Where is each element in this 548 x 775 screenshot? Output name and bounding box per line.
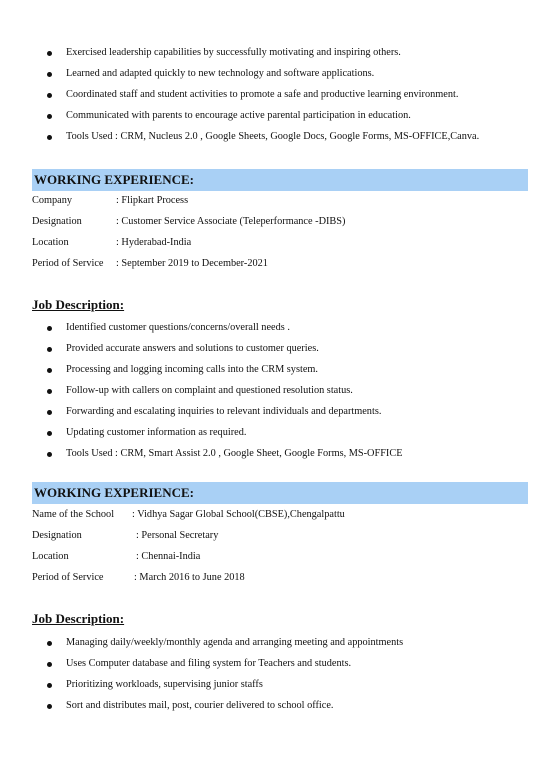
info-label: Location <box>32 551 69 562</box>
info-label: Period of Service <box>32 258 104 269</box>
list-item: Coordinated staff and student activities to promote a safe and productive learning environment. <box>0 84 548 105</box>
info-value: : Personal Secretary <box>136 530 219 541</box>
info-row-period <box>32 567 532 588</box>
bullet-icon <box>47 347 52 352</box>
bullet-icon <box>47 641 52 646</box>
info-row-designation <box>32 211 532 232</box>
info-row-company <box>32 190 532 211</box>
info-value: : Customer Service Associate (Teleperformance -DIBS) <box>116 216 346 227</box>
list-item: Uses Computer database and filing system for Teachers and students. <box>0 653 548 674</box>
bullet-icon <box>47 72 52 77</box>
job-description-list <box>0 317 548 464</box>
list-item: Sort and distributes mail, post, courier delivered to school office. <box>0 695 548 716</box>
bullet-icon <box>47 93 52 98</box>
bullet-icon <box>47 410 52 415</box>
list-item: Identified customer questions/concerns/overall needs . <box>0 317 548 338</box>
info-row-location <box>32 232 532 253</box>
info-value: : Hyderabad-India <box>116 237 192 248</box>
list-item: Forwarding and escalating inquiries to relevant individuals and departments. <box>0 401 548 422</box>
info-row-location <box>32 546 532 567</box>
list-item: Tools Used : CRM, Nucleus 2.0 , Google Sheets, Google Docs, Google Forms, MS-OFFICE,Canva. <box>0 126 548 147</box>
list-item: Learned and adapted quickly to new technology and software applications. <box>0 63 548 84</box>
job-info <box>32 504 532 588</box>
bullet-icon <box>47 704 52 709</box>
bullet-icon <box>47 326 52 331</box>
section-heading: WORKING EXPERIENCE: <box>34 485 194 500</box>
info-label: Designation <box>32 530 82 541</box>
info-label: Company <box>32 195 73 206</box>
info-value: : Chennai-India <box>136 551 201 562</box>
info-value: : March 2016 to June 2018 <box>134 572 245 583</box>
job-description-heading: Job Description: <box>32 297 125 312</box>
info-value: : September 2019 to December-2021 <box>116 258 268 269</box>
bullet-icon <box>47 51 52 56</box>
job-description-heading: Job Description: <box>32 611 125 626</box>
list-item: Follow-up with callers on complaint and questioned resolution status. <box>0 380 548 401</box>
list-item: Tools Used : CRM, Smart Assist 2.0 , Google Sheet, Google Forms, MS-OFFICE <box>0 443 548 464</box>
list-item: Managing daily/weekly/monthly agenda and arranging meeting and appointments <box>0 632 548 653</box>
bullet-icon <box>47 114 52 119</box>
info-label: Name of the School <box>32 509 115 520</box>
info-row-school <box>32 504 532 525</box>
info-value: : Flipkart Process <box>116 195 189 206</box>
section-heading-bar <box>32 482 528 504</box>
info-label: Designation <box>32 216 82 227</box>
info-value: : Vidhya Sagar Global School(CBSE),Chengalpattu <box>132 509 345 520</box>
list-item: Updating customer information as required. <box>0 422 548 443</box>
job-info <box>32 190 532 274</box>
list-item: Exercised leadership capabilities by successfully motivating and inspiring others. <box>0 42 548 63</box>
list-item: Processing and logging incoming calls into the CRM system. <box>0 359 548 380</box>
info-label: Location <box>32 237 69 248</box>
section-heading-bar <box>32 169 528 191</box>
bullet-icon <box>47 683 52 688</box>
info-row-period <box>32 253 532 274</box>
list-item: Provided accurate answers and solutions to customer queries. <box>0 338 548 359</box>
bullet-icon <box>47 662 52 667</box>
list-item: Prioritizing workloads, supervising junior staffs <box>0 674 548 695</box>
bullet-icon <box>47 135 52 140</box>
info-row-designation <box>32 525 532 546</box>
bullet-icon <box>47 452 52 457</box>
top-bullet-list <box>0 42 548 147</box>
bullet-icon <box>47 431 52 436</box>
bullet-icon <box>47 368 52 373</box>
job-description-list <box>0 632 548 716</box>
info-label: Period of Service <box>32 572 104 583</box>
section-heading: WORKING EXPERIENCE: <box>34 172 194 187</box>
bullet-icon <box>47 389 52 394</box>
list-item: Communicated with parents to encourage active parental participation in education. <box>0 105 548 126</box>
